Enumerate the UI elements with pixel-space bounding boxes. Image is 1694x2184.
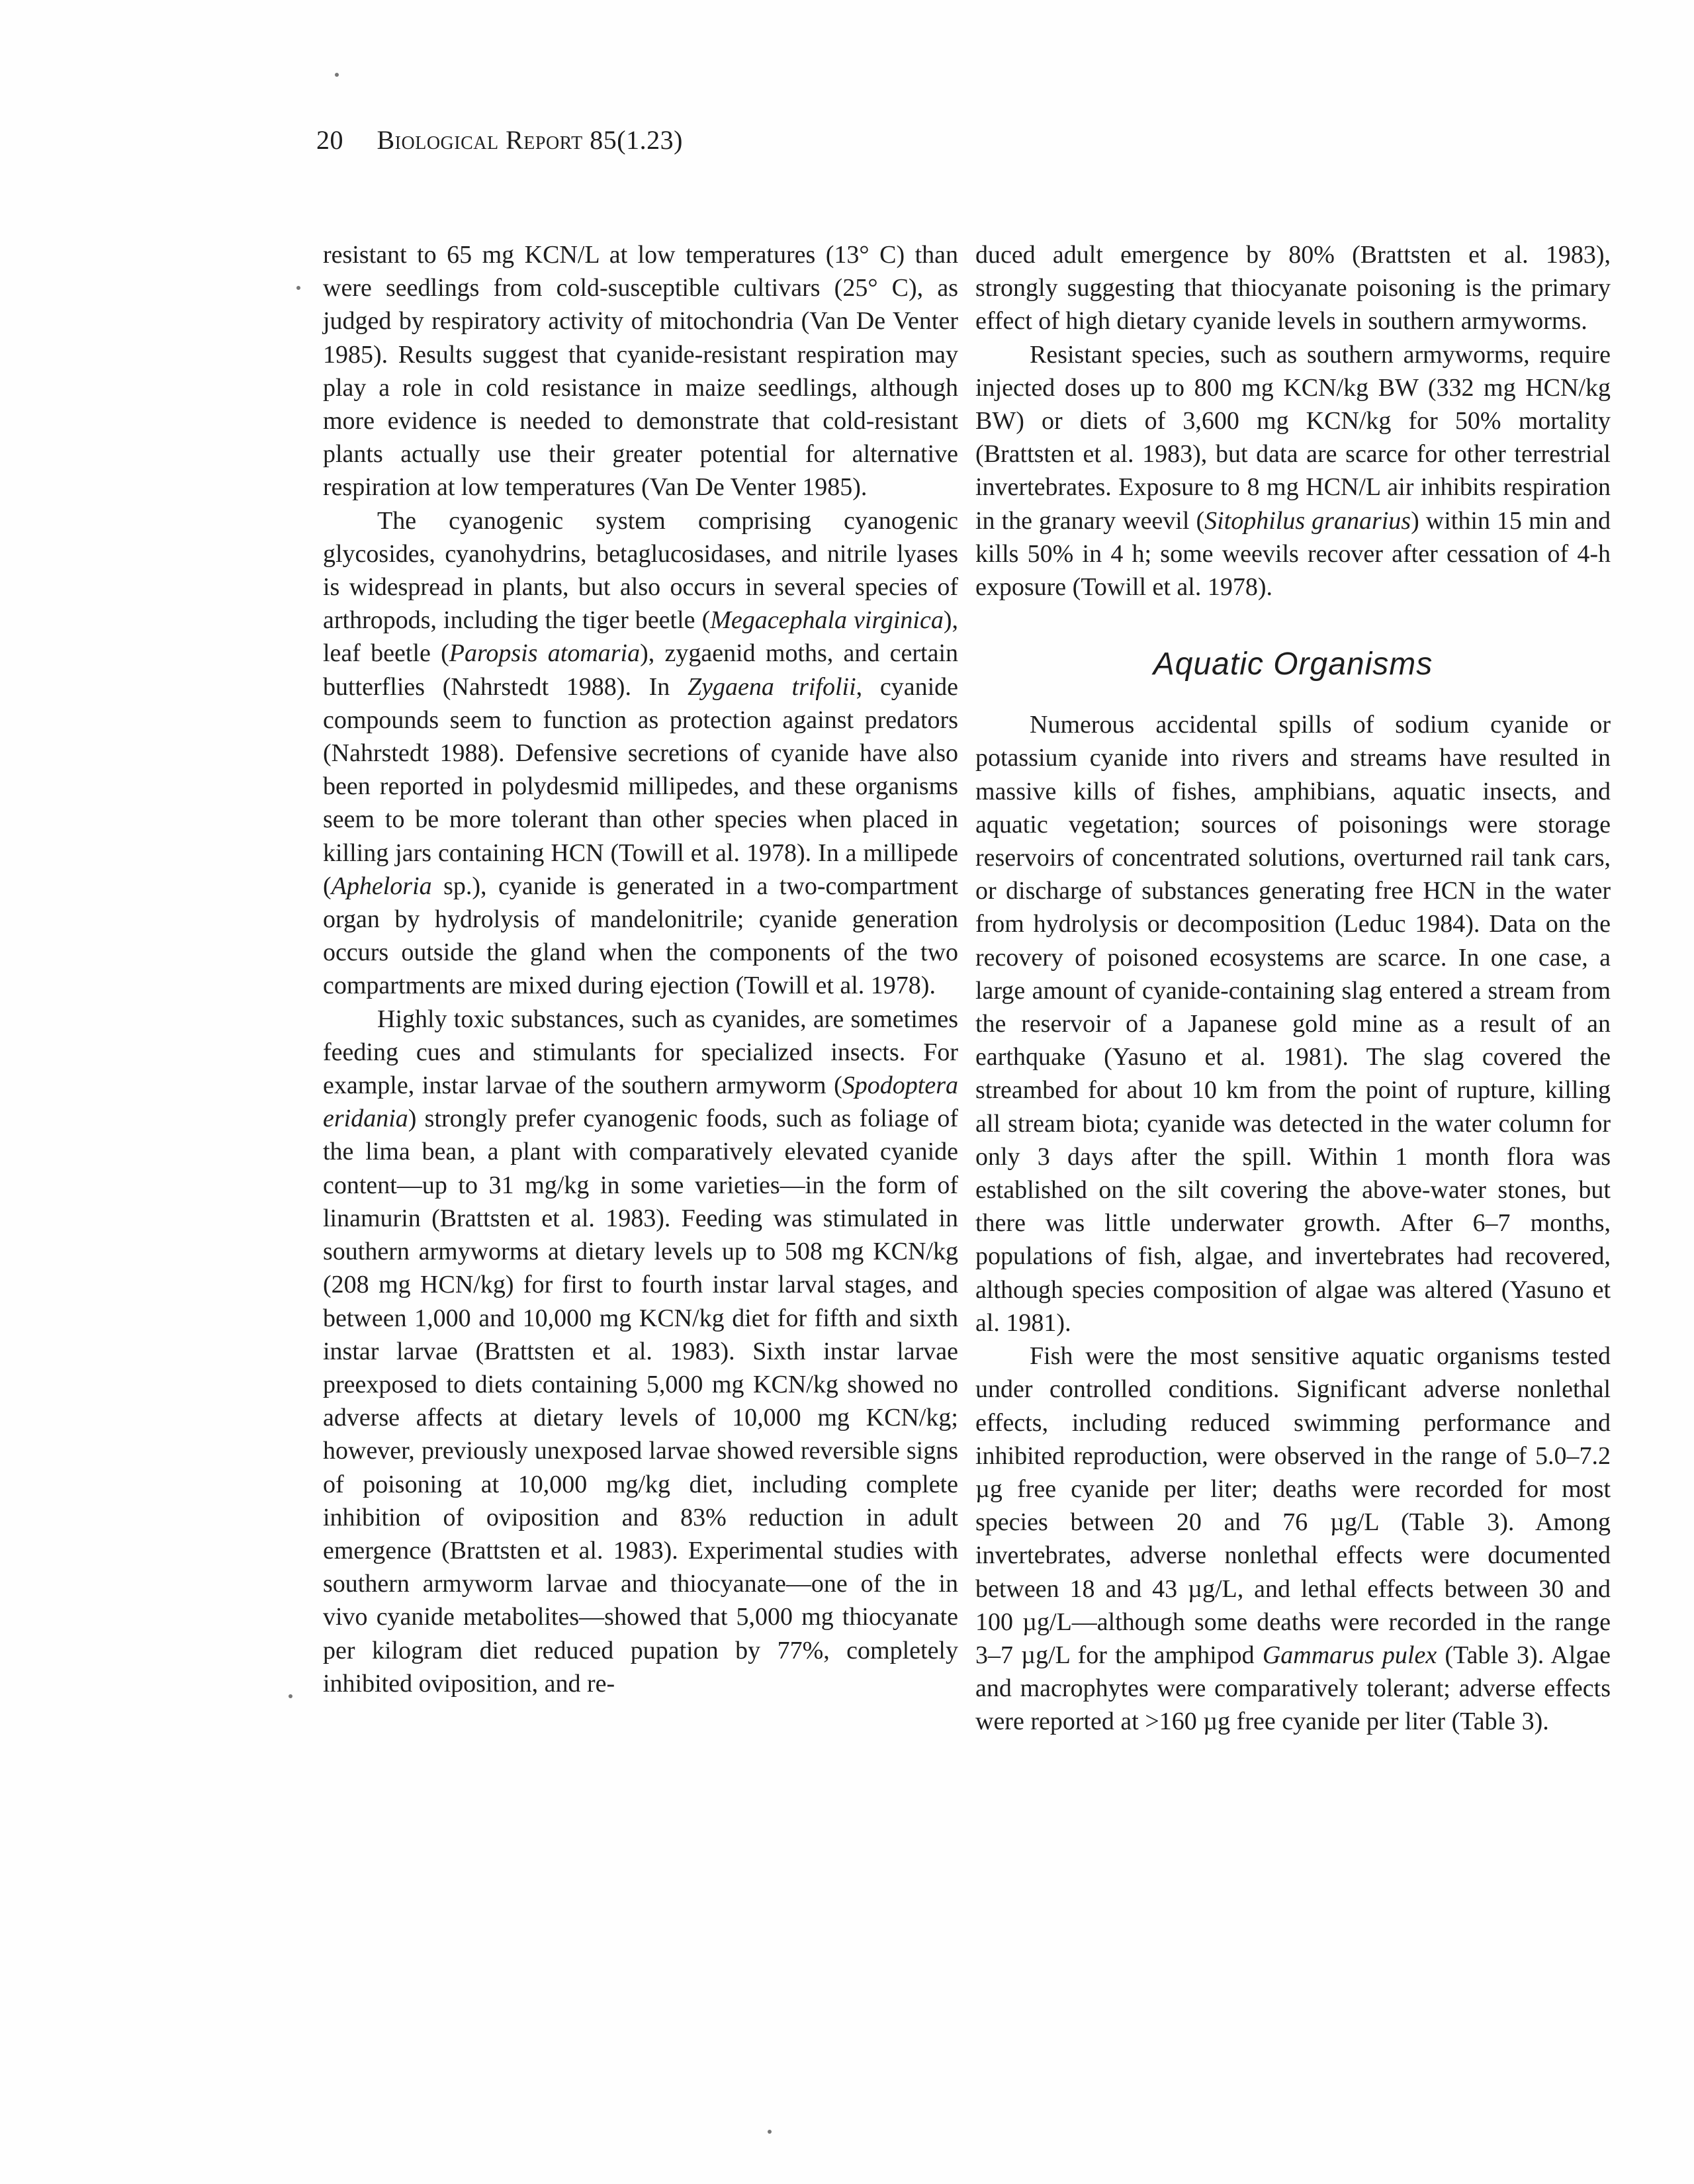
scan-speck xyxy=(296,286,300,290)
species-name: Megacephala virginica xyxy=(710,606,944,635)
paragraph: Numerous accidental spills of sodium cyanide or potassium cyanide into rivers and streams have resulted in massive kills of fishes, amphibians, aquatic insects, and aquatic vegetation; sources of poisonings were storage reservoirs of concentrated solutions, overturned rail tank cars, or discharge of substances generating free HCN in the water from hydrolysis or decomposition (Leduc 1984). Data on the recovery of poisoned ecosystems are scarce. In one case, a large amount of cyanide-containing slag entered a stream from the reservoir of a Japanese gold mine as a result of an earthquake (Yasuno et al. 1981). The slag covered the streambed for about 10 km from the point of rupture, killing all stream biota; cyanide was detected in the water column for only 3 days after the spill. Within 1 month flora was established on the silt covering the above-water stones, but there was little underwater growth. After 6–7 months, populations of fish, algae, and invertebrates had recovered, although species composition of algae was altered (Yasuno et al. 1981). xyxy=(975,711,1611,1337)
species-name: Sitophilus granarius xyxy=(1204,506,1411,535)
running-head xyxy=(316,124,683,156)
paragraph: The cyanogenic system comprising cyanogenic glycosides, cyanohydrins, betaglucosidases, and nitrile lyases is widespread in plants, but also occurs in several species of arthropods, including the tiger beetle (Megacephala virginica), leaf beetle (Paropsis atomaria), zygaenid moths, and certain butterflies (Nahrstedt 1988). In Zygaena trifolii, cyanide compounds seem to function as protection against predators (Nahrstedt 1988). Defensive secretions of cyanide have also been reported in polydesmid millipedes, and these organisms seem to be more tolerant than other species when placed in killing jars containing HCN (Towill et al. 1978). In a millipede (Apheloria sp.), cyanide is generated in a two-compartment organ by hydrolysis of mandelonitrile; cyanide generation occurs outside the gland when the components of the two compartments are mixed during ejection (Towill et al. 1978). xyxy=(323,506,959,1000)
scan-speck xyxy=(335,73,339,77)
species-name: Gammarus pulex xyxy=(1262,1641,1437,1669)
page-number: 20 xyxy=(316,125,343,155)
right-column xyxy=(975,238,1611,1739)
section-heading: Aquatic Organisms xyxy=(1153,647,1433,682)
species-name: Spodoptera eridania xyxy=(323,1071,958,1133)
paragraph: Fish were the most sensitive aquatic organisms tested under controlled conditions. Significant adverse nonlethal effects, including reduced swimming performance and inhibited reproduction, were observed in the range of 5.0–7.2 µg free cyanide per liter; deaths were recorded for most species between 20 and 76 µg/L (Table 3). Among invertebrates, adverse nonlethal effects were documented between 18 and 43 µg/L, and lethal effects between 30 and 100 µg/L—although some deaths were recorded in the range 3–7 µg/L for the amphipod Gammarus pulex (Table 3). Algae and macrophytes were comparatively tolerant; adverse effects were reported at >160 µg free cyanide per liter (Table 3). xyxy=(975,1342,1611,1736)
paragraph: duced adult emergence by 80% (Brattsten et al. 1983), strongly suggesting that thiocyanate poisoning is the primary effect of high dietary cyanide levels in southern armyworms. xyxy=(975,241,1611,336)
paragraph: resistant to 65 mg KCN/L at low temperatures (13° C) than were seedlings from cold-susceptible cultivars (25° C), as judged by respiratory activity of mitochondria (Van De Venter 1985). Results suggest that cyanide-resistant respiration may play a role in cold resistance in maize seedlings, although more evidence is needed to demonstrate that cold-resistant plants actually use their greater potential for alternative respiration at low temperatures (Van De Venter 1985). xyxy=(323,241,958,502)
paragraph: Resistant species, such as southern armyworms, require injected doses up to 800 mg KCN/kg BW (332 mg HCN/kg BW) or diets of 3,600 mg KCN/kg for 50% mortality (Brattsten et al. 1983), but data are scarce for other terrestrial invertebrates. Exposure to 8 mg HCN/L air inhibits respiration in the granary weevil (Sitophilus granarius) within 15 min and kills 50% in 4 h; some weevils recover after cessation of 4-h exposure (Towill et al. 1978). xyxy=(975,340,1611,602)
species-name: Zygaena trifolii xyxy=(687,672,856,701)
scan-speck xyxy=(289,1694,292,1698)
scan-speck xyxy=(768,2130,772,2134)
left-column xyxy=(323,238,958,1700)
species-name: Apheloria xyxy=(331,872,432,900)
report-title: Biological Report 85(1.23) xyxy=(377,125,683,155)
species-name: Paropsis atomaria xyxy=(449,639,641,668)
paragraph: Highly toxic substances, such as cyanides, are sometimes feeding cues and stimulants for specialized insects. For example, instar larvae of the southern armyworm (Spodoptera eridania) strongly prefer cyanogenic foods, such as foliage of the lima bean, a plant with comparatively elevated cyanide content—up to 31 mg/kg in some varieties—in the form of linamurin (Brattsten et al. 1983). Feeding was stimulated in southern armyworms at dietary levels up to 508 mg KCN/kg (208 mg HCN/kg) for first to fourth instar larval stages, and between 1,000 and 10,000 mg KCN/kg diet for fifth and sixth instar larvae (Brattsten et al. 1983). Sixth instar larvae preexposed to diets containing 5,000 mg KCN/kg showed no adverse affects at dietary levels of 10,000 mg KCN/kg; however, previously unexposed larvae showed reversible signs of poisoning at 10,000 mg/kg diet, including complete inhibition of oviposition and 83% reduction in adult emergence (Brattsten et al. 1983). Experimental studies with southern armyworm larvae and thiocyanate—one of the in vivo cyanide metabolites—showed that 5,000 mg thiocyanate per kilogram diet reduced pupation by 77%, completely inhibited oviposition, and re- xyxy=(323,1005,958,1698)
